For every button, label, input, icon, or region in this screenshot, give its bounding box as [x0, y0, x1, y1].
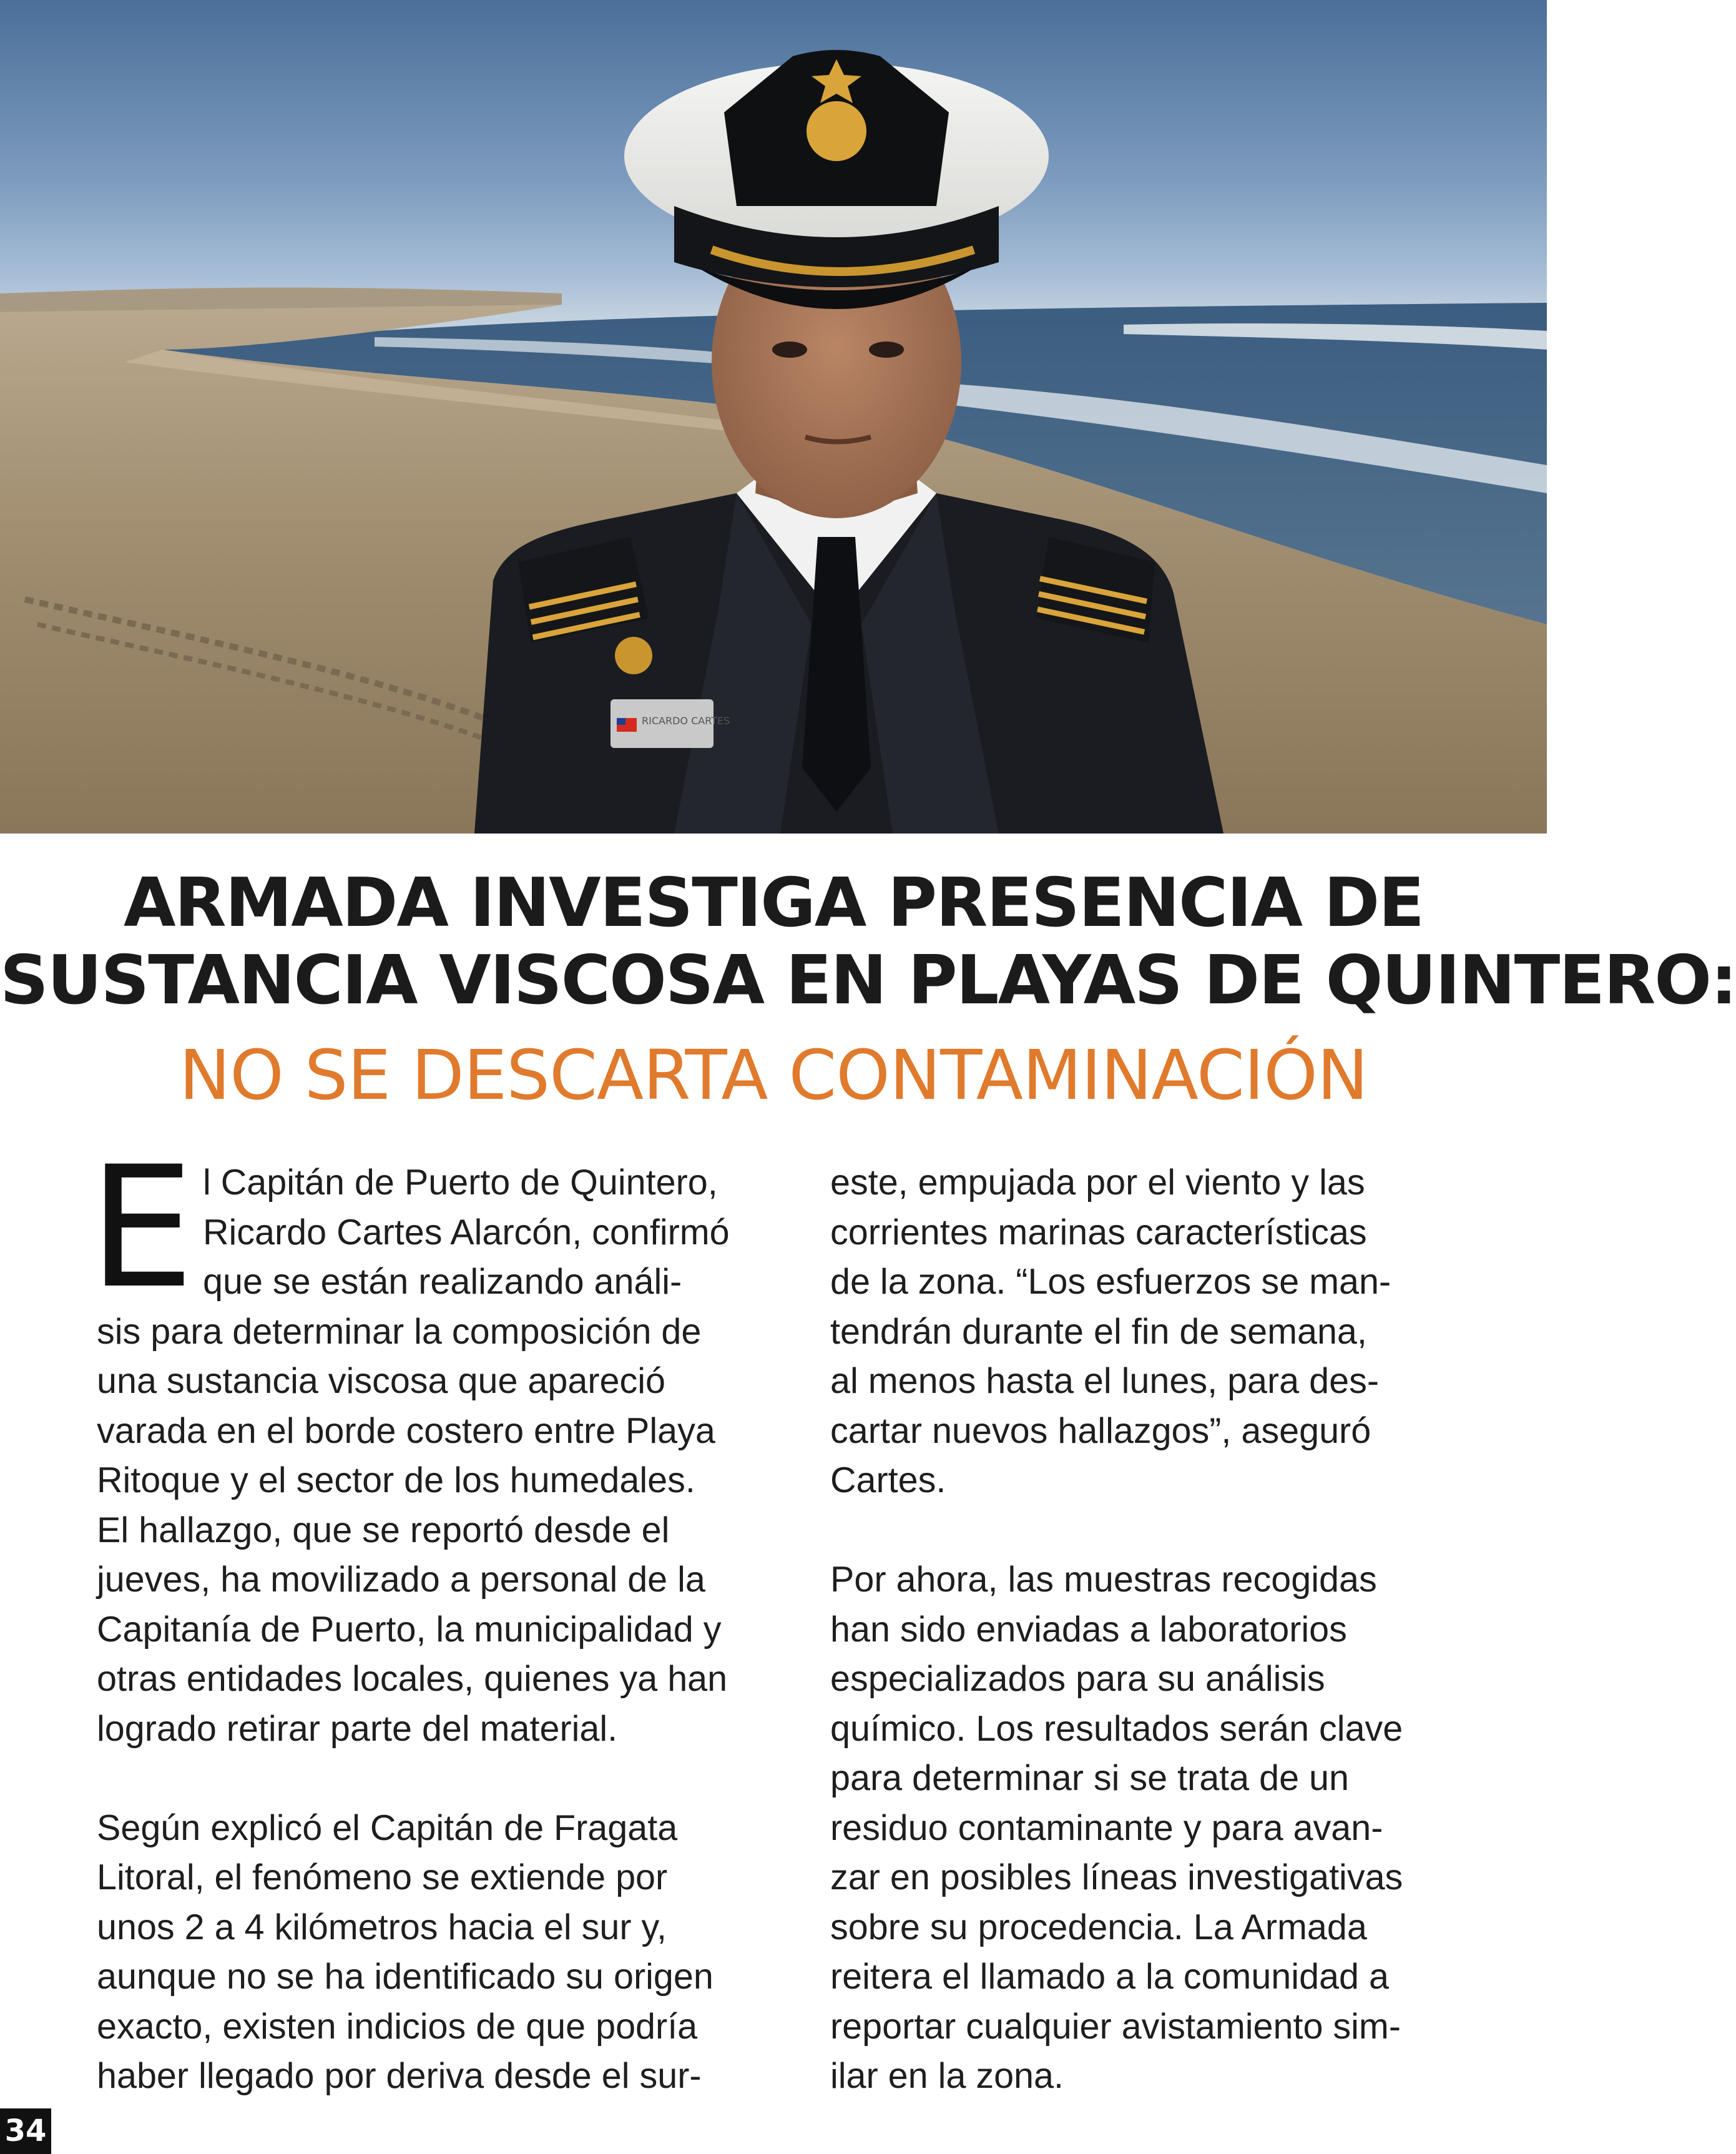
body-line: residuo contaminante y para avan- — [830, 1807, 1383, 1848]
body-line: ilar en la zona. — [830, 2056, 1064, 2096]
body-line: Cartes. — [830, 1460, 946, 1500]
photo-illustration — [0, 0, 1547, 834]
body-line: de la zona. “Los esfuerzos se man- — [830, 1262, 1391, 1302]
article-column-right — [830, 1158, 1492, 2102]
body-line: tendrán durante el fin de semana, — [830, 1311, 1367, 1352]
article-column-left — [97, 1158, 783, 2102]
body-line: aunque no se ha identificado su origen — [97, 1957, 714, 1997]
body-line: reportar cualquier avistamiento sim- — [830, 2006, 1401, 2047]
body-line: Por ahora, las muestras recogidas — [830, 1560, 1377, 1600]
body-line: químico. Los resultados serán clave — [830, 1708, 1403, 1749]
body-line: zar en posibles líneas investigativas — [830, 1857, 1403, 1897]
body-line: han sido enviadas a laboratorios — [830, 1609, 1347, 1650]
page-number: 34 — [0, 2108, 51, 2154]
name-tag — [611, 699, 730, 748]
headline-line-1: ARMADA INVESTIGA PRESENCIA DE — [123, 864, 1424, 942]
headline — [0, 864, 1736, 1020]
body-line: Litoral, el fenómeno se extiende por — [97, 1857, 668, 1897]
body-line: Capitanía de Puerto, la municipalidad y — [97, 1609, 722, 1650]
body-line: sis para determinar la composición de — [97, 1311, 702, 1352]
body-line: l Capitán de Puerto de Quintero, — [203, 1163, 718, 1202]
body-line: jueves, ha movilizado a personal de la — [97, 1560, 705, 1600]
headline-line-2: SUSTANCIA VISCOSA EN PLAYAS DE QUINTERO: — [0, 942, 1736, 1020]
body-line: sobre su procedencia. La Armada — [830, 1907, 1367, 1947]
body-line: cartar nuevos hallazgos”, aseguró — [830, 1410, 1371, 1451]
body-line: logrado retirar parte del material. — [97, 1708, 618, 1749]
body-line: El hallazgo, que se reportó desde el — [97, 1510, 670, 1550]
body-line: unos 2 a 4 kilómetros hacia el sur y, — [97, 1907, 667, 1947]
drop-cap: E — [89, 1131, 195, 1325]
body-line: Según explicó el Capitán de Fragata — [97, 1807, 678, 1848]
body-line: exacto, existen indicios de que podría — [97, 2006, 698, 2047]
body-line: especializados para su análisis — [830, 1659, 1325, 1699]
body-line: que se están realizando análi- — [203, 1262, 682, 1302]
body-line: reitera el llamado a la comunidad a — [830, 1957, 1389, 1997]
body-line: una sustancia viscosa que apareció — [97, 1361, 665, 1401]
svg-text:RICARDO CARTES: RICARDO CARTES — [642, 715, 730, 727]
body-line: otras entidades locales, quienes ya han — [97, 1659, 728, 1699]
body-line: al menos hasta el lunes, para des- — [830, 1361, 1379, 1401]
paragraph-gap — [830, 1506, 1492, 1556]
body-line: haber llegado por deriva desde el sur- — [97, 2056, 702, 2096]
body-line: varada en el borde costero entre Playa — [97, 1410, 715, 1451]
body-line: Ritoque y el sector de los humedales. — [97, 1460, 695, 1500]
body-line: Ricardo Cartes Alarcón, confirmó — [203, 1212, 730, 1252]
insignia-badge — [615, 637, 652, 674]
body-line: corrientes marinas características — [830, 1212, 1367, 1252]
body-line: este, empujada por el viento y las — [830, 1163, 1365, 1202]
officer-cap — [624, 50, 1049, 309]
hero-photo — [0, 0, 1547, 834]
paragraph-gap — [97, 1754, 783, 1804]
subheadline: NO SE DESCARTA CONTAMINACIÓN — [179, 1035, 1368, 1115]
body-line: para determinar si se trata de un — [830, 1758, 1349, 1798]
